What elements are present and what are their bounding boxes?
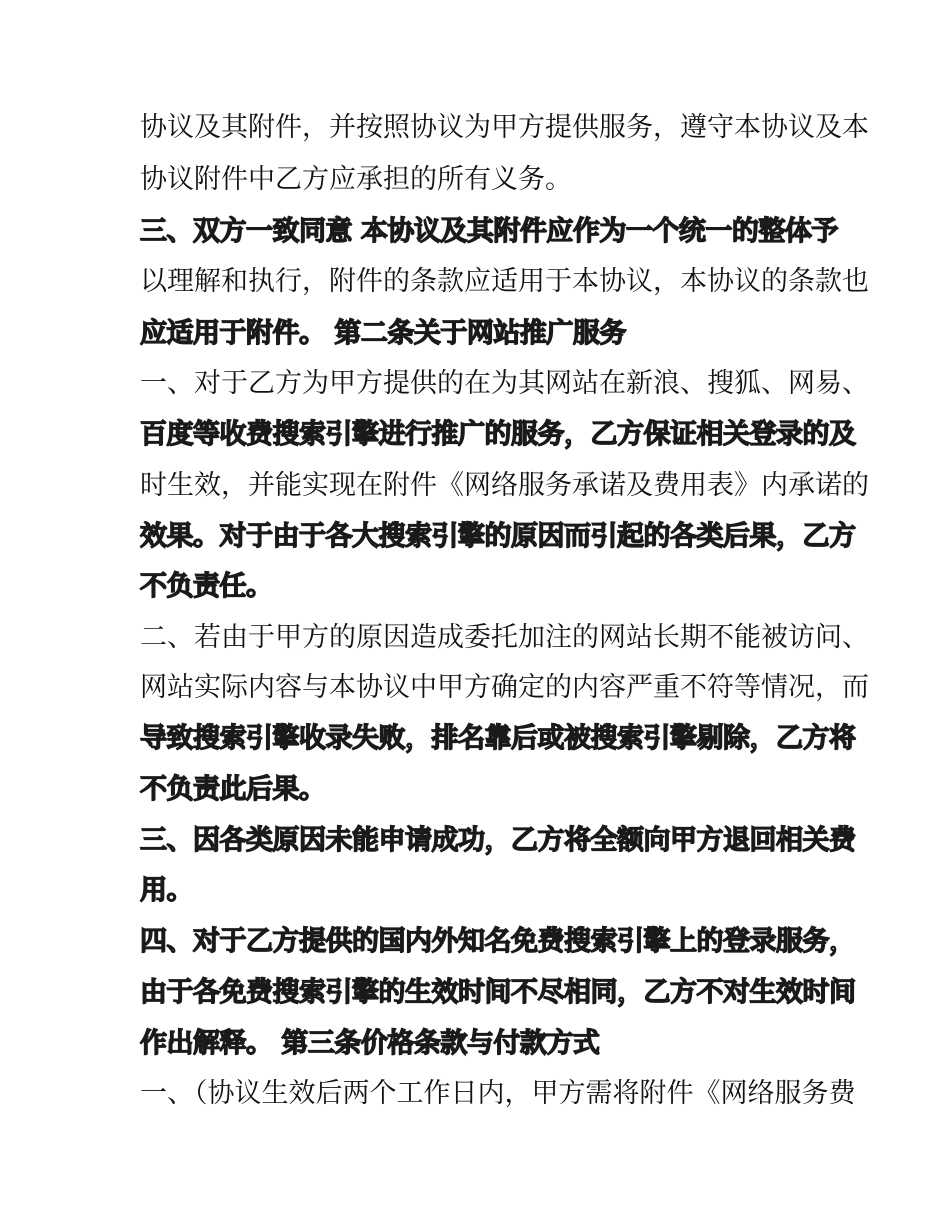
text-line-9: 效果。对于由于各大搜索引擎的原因而引起的各类后果，乙方 bbox=[140, 521, 856, 552]
text-line-5: 应适用于附件。 第二条关于网站推广服务 bbox=[140, 318, 626, 349]
text-line-3: 三、双方一致同意 本协议及其附件应作为一个统一的整体予 bbox=[140, 216, 838, 247]
text-line-4: 以理解和执行，附件的条款应适用于本协议，本协议的条款也 bbox=[140, 266, 869, 297]
text-line-19: 作出解释。 第三条价格条款与付款方式 bbox=[140, 1028, 600, 1059]
text-line-2: 协议附件中乙方应承担的所有义务。 bbox=[140, 164, 572, 195]
text-line-17: 四、对于乙方提供的国内外知名免费搜索引擎上的登录服务， bbox=[140, 926, 856, 957]
text-line-20: 一、（协议生效后两个工作日内，甲方需将附件《网络服务费 bbox=[140, 1078, 856, 1109]
text-line-6: 一、对于乙方为甲方提供的在为其网站在新浪、搜狐、网易、 bbox=[140, 368, 869, 399]
text-line-7: 百度等收费搜索引擎进行推广的服务，乙方保证相关登录的及 bbox=[140, 419, 856, 450]
text-line-10: 不负责任。 bbox=[140, 571, 273, 602]
text-line-15: 三、因各类原因未能申请成功，乙方将全额向甲方退回相关费 bbox=[140, 825, 856, 856]
text-line-11: 二、若由于甲方的原因造成委托加注的网站长期不能被访问、 bbox=[140, 622, 869, 653]
text-line-8: 时生效，并能实现在附件《网络服务承诺及费用表》内承诺的 bbox=[140, 470, 869, 501]
text-line-14: 不负责此后果。 bbox=[140, 774, 326, 805]
text-line-16: 用。 bbox=[140, 875, 193, 906]
text-line-12: 网站实际内容与本协议中甲方确定的内容严重不符等情况，而 bbox=[140, 672, 869, 703]
text-line-1: 协议及其附件，并按照协议为甲方提供服务，遵守本协议及本 bbox=[140, 112, 869, 143]
text-line-13: 导致搜索引擎收录失败，排名靠后或被搜索引擎剔除，乙方将 bbox=[140, 723, 856, 754]
text-line-18: 由于各免费搜索引擎的生效时间不尽相同，乙方不对生效时间 bbox=[140, 977, 856, 1008]
